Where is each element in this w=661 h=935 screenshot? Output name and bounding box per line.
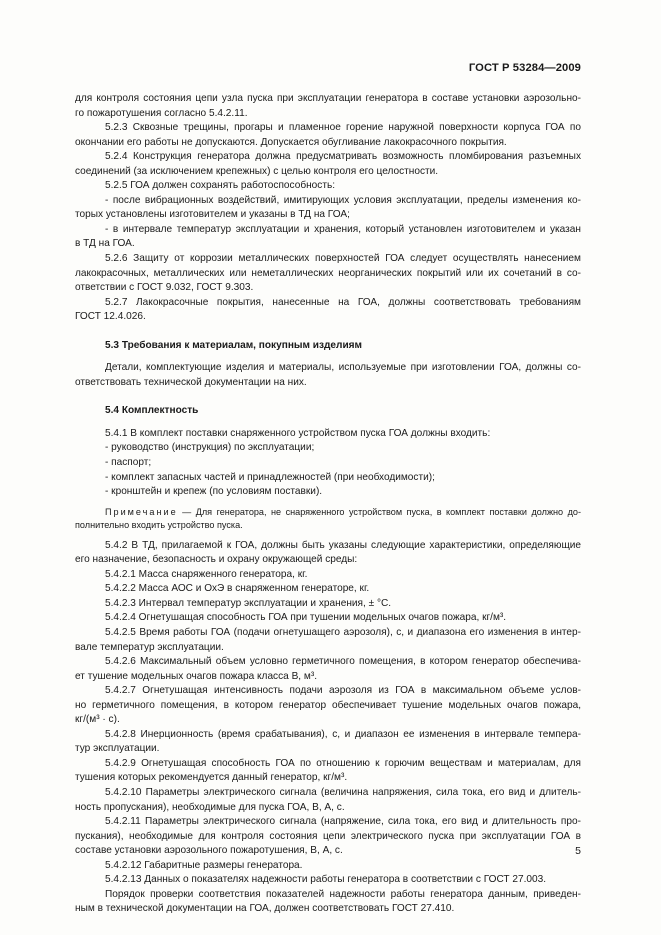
text-line: торых установлены изготовителем и указаны в ТД на ГОА; — [75, 209, 350, 221]
text-line: Детали, комплектующие изделия и материалы, используемые при изготовлении ГОА, должны со- — [105, 362, 581, 374]
text-line: 5.4.2.13 Данных о показателях надежности работы генератора в соответствии с ГОСТ 27.003. — [105, 874, 547, 886]
text-line: 5.4.2.6 Максимальный объем условно герметичного помещения, в котором генератор обеспечива- — [105, 656, 581, 668]
text-line: 5.4.2.8 Инерционность (время срабатывания), с, и диапазон ее изменения в интервале темпера- — [105, 728, 581, 740]
section-heading: 5.4 Комплектность — [105, 405, 199, 417]
text-line: 5.4.2.7 Огнетушащая интенсивность подачи аэрозоля из ГОА в максимальном объеме услов- — [105, 685, 581, 697]
text-line: - после вибрационных воздействий, имитирующих условия эксплуатации, пределы изменения ко- — [105, 194, 581, 206]
text-line: 5.4.1 В комплект поставки снаряженного устройством пуска ГОА должны входить: — [105, 427, 491, 439]
text-line: вале температур эксплуатации. — [75, 641, 224, 653]
text-line: ет тушение модельных очагов пожара класса В, м³. — [75, 670, 318, 682]
text-line: лакокрасочных, металлических или неметаллических неорганических покрытий или их сочетаний в со- — [75, 267, 581, 279]
text-line: 5.2.6 Защиту от коррозии металлических поверхностей ГОА следует осуществлять нанесением — [105, 253, 581, 265]
text-line: 5.4.2 В ТД, прилагаемой к ГОА, должны быть указаны следующие характеристики, определяющие — [105, 539, 581, 551]
text-line: - комплект запасных частей и принадлежностей (при необходимости); — [105, 471, 435, 483]
text-line: - в интервале температур эксплуатации и хранения, который установлен изготовителем и указан — [105, 223, 581, 235]
text-line: ответствии с ГОСТ 9.032, ГОСТ 9.303. — [75, 282, 254, 294]
text-line: соединений (за исключением крепежных) с целью контроля его целостности. — [75, 165, 439, 177]
text-line: 5.4.2.12 Габаритные размеры генератора. — [105, 859, 303, 871]
text-line: 5.2.4 Конструкция генератора должна предусматривать возможность пломбирования разъемных — [105, 151, 581, 163]
section-heading: 5.3 Требования к материалам, покупным изделиям — [105, 339, 363, 351]
text-line: 5.2.3 Сквозные трещины, прогары и пламенное горение наружной поверхности корпуса ГОА по — [105, 122, 581, 134]
text-line: 5.2.5 ГОА должен сохранять работоспособность: — [105, 180, 336, 192]
text-line: 5.4.2.4 Огнетушащая способность ГОА при тушении модельных очагов пожара, кг/м³. — [105, 612, 507, 624]
text-line: - руководство (инструкция) по эксплуатации; — [105, 442, 315, 454]
note-line: Примечание — Для генератора, не снаряженного устройством пуска, в комплект поставки должно до- — [105, 506, 581, 517]
text-line: 5.4.2.3 Интервал температур эксплуатации и хранения, ± °С. — [105, 597, 392, 609]
text-line: для контроля состояния цепи узла пуска при эксплуатации генератора в составе установки аэрозольно- — [75, 93, 581, 104]
document-body — [75, 92, 581, 917]
text-line: ность пропускания), необходимые для пуска ГОА, В, А, с. — [75, 801, 345, 813]
text-line: ответствовать технической документации на них. — [75, 376, 307, 388]
text-line: 5.4.2.5 Время работы ГОА (подачи огнетушащего аэрозоля), с, и диапазона его изменения в интер- — [105, 626, 581, 638]
text-line: ным в технической документации на ГОА, должен соответствовать ГОСТ 27.410. — [75, 903, 455, 915]
text-line: - паспорт; — [105, 457, 152, 469]
text-line: 5.4.2.2 Масса АОС и ОхЭ в снаряженном генераторе, кг. — [105, 583, 370, 595]
text-line: 5.4.2.11 Параметры электрического сигнала (напряжение, сила тока, его вид и длительность про- — [105, 816, 581, 828]
text-line: пускания), необходимые для контроля состояния цепи электрического пуска при эксплуатации ГОА в — [75, 830, 581, 842]
standard-header: ГОСТ Р 53284—2009 — [468, 62, 581, 74]
text-line: Порядок проверки соответствия показателей надежности работы генератора данным, приведен- — [105, 888, 581, 900]
text-line: го пожаротушения согласно 5.4.2.11. — [75, 107, 248, 119]
text-line: ГОСТ 12.4.026. — [75, 311, 146, 323]
text-line: 5.4.2.9 Огнетушащая способность ГОА по отношению к горючим веществам и материалам, для — [105, 757, 581, 769]
text-line: составе установки аэрозольного пожаротушения, В, А, с. — [75, 845, 343, 857]
text-line: тур эксплуатации. — [75, 743, 160, 755]
note-line: полнительно входить устройство пуска. — [75, 520, 243, 531]
text-line: кг/(м³ · с). — [75, 714, 120, 726]
text-line: тушения которых рекомендуется данный генератор, кг/м³. — [75, 772, 348, 784]
text-line: в ТД на ГОА. — [75, 238, 135, 250]
text-line: - кронштейн и крепеж (по условиям поставки). — [105, 486, 323, 498]
text-line: но герметичного помещения, в котором генератор обеспечивает тушение модельных очагов пожара, — [75, 699, 581, 711]
text-line: 5.2.7 Лакокрасочные покрытия, нанесенные на ГОА, должны соответствовать требованиям — [105, 296, 581, 308]
text-line: окончании его работы не допускаются. Допускается обугливание лакокрасочного покрытия. — [75, 136, 507, 148]
page-number: 5 — [575, 845, 581, 857]
text-line: его назначение, безопасность и охрану окружающей среды: — [75, 554, 358, 566]
text-line: 5.4.2.10 Параметры электрического сигнала (величина напряжения, сила тока, его вид и длитель- — [105, 786, 581, 798]
text-line: 5.4.2.1 Масса снаряженного генератора, кг. — [105, 568, 308, 580]
